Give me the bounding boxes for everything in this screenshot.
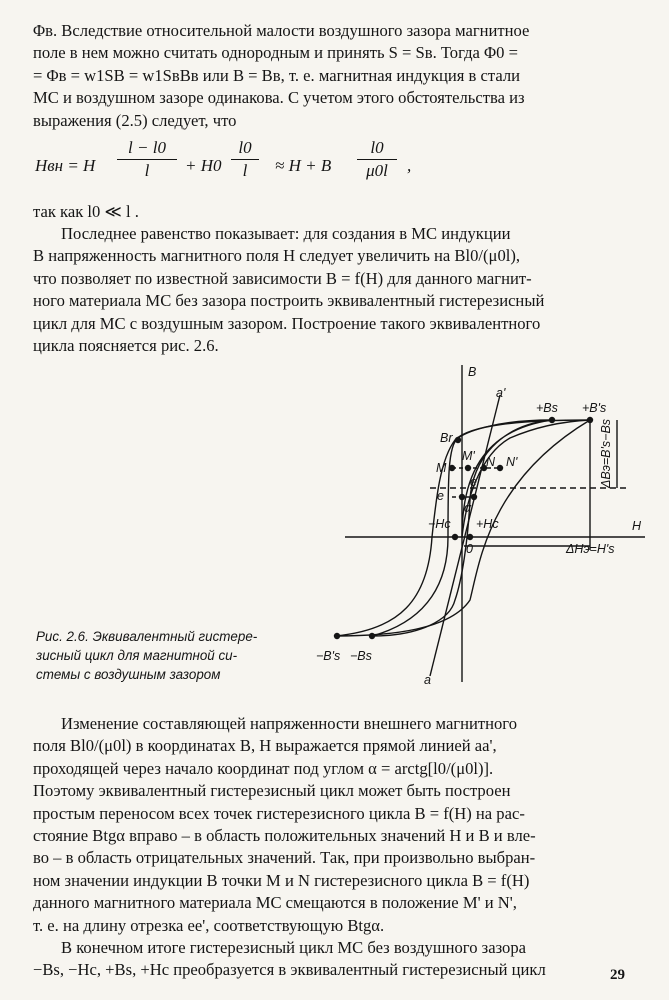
fraction-1 xyxy=(117,138,177,181)
text-line: т. е. на длину отрезка ee', соответствующую Btgα. xyxy=(33,915,385,935)
label-n-prime: N' xyxy=(506,455,518,469)
text-line: что позволяет по известной зависимости B = f(H) для данного магнит- xyxy=(33,268,532,288)
fraction-1-denominator: l xyxy=(144,161,150,180)
label-alpha: α xyxy=(464,501,472,515)
text-line: = Φв = w1SB = w1SвBв или B = Bв, т. е. магнитная индукция в стали xyxy=(33,65,521,85)
point-m xyxy=(449,465,455,471)
text-line: выражения (2.5) следует, что xyxy=(33,110,237,130)
label-a-prime: a' xyxy=(496,386,506,400)
fraction-2-denominator: l xyxy=(242,161,248,180)
text-line: так как l0 ≪ l . xyxy=(33,202,139,221)
caption-line: Рис. 2.6. Эквивалентный гистере- xyxy=(36,629,258,644)
text-line: В конечном итоге гистерезисный цикл МС без воздушного зазора xyxy=(61,938,526,957)
text-line: проходящей через начало координат под углом α = arctg[l0/(μ0l)]. xyxy=(33,758,494,778)
text-line: B напряженность магнитного поля H следует увеличить на Bl0/(μ0l), xyxy=(33,246,521,266)
text-line: во – в область отрицательных значений. Так, при произвольно выбран- xyxy=(33,848,536,868)
point-plus-bs xyxy=(549,417,555,423)
paragraph-4 xyxy=(33,937,638,982)
label-m-prime: M' xyxy=(462,449,475,463)
point-plus-bs-prime xyxy=(587,417,593,423)
text-line: простым переносом всех точек гистерезисного цикла B = f(H) на рас- xyxy=(33,803,525,823)
text-line: поля Bl0/(μ0l) в координатах B, H выражается прямой линией aa', xyxy=(33,736,497,756)
text-line: поле в нем можно считать однородным и принять S = Sв. Тогда Φ0 = xyxy=(33,43,518,63)
label-delta-h: ΔHэ=H's xyxy=(566,542,615,556)
label-a: a xyxy=(424,673,431,687)
formula-approx: ≈ H + B xyxy=(275,156,332,175)
fraction-1-numerator: l − l0 xyxy=(117,138,177,160)
point-minus-bs-prime xyxy=(334,633,340,639)
label-minus-hc: −Hc xyxy=(428,517,451,531)
condition-line xyxy=(33,201,638,223)
label-br: Br xyxy=(440,431,453,445)
formula-tail: , xyxy=(407,156,412,175)
fraction-3-numerator: l0 xyxy=(357,138,397,160)
label-minus-bs: −Bs xyxy=(350,649,372,663)
page-number: 29 xyxy=(610,967,625,983)
label-minus-bs-prime: −B's xyxy=(316,649,341,663)
label-plus-bs-prime: +B's xyxy=(582,401,607,415)
point-minus-hc xyxy=(452,534,458,540)
text-line: цикла поясняется рис. 2.6. xyxy=(33,336,219,356)
point-e-prime xyxy=(471,494,477,500)
label-b-axis: B xyxy=(468,365,477,379)
text-line: Φв. Вследствие относительной малости воздушного зазора магнитное xyxy=(33,21,530,40)
fraction-2 xyxy=(231,138,259,181)
fraction-3 xyxy=(357,138,397,181)
figure-caption xyxy=(36,627,296,684)
text-line: данного магнитного материала МС смещаются в положение M' и N', xyxy=(33,893,517,913)
label-n: N xyxy=(486,455,496,469)
label-m: M xyxy=(436,461,447,475)
text-line: −Bs, −Hc, +Bs, +Hc преобразуется в эквивалентный гистерезисный цикл xyxy=(33,960,546,980)
paragraph-2 xyxy=(33,223,638,357)
top-paragraph xyxy=(33,20,638,132)
formula-plus-h0: + H0 xyxy=(185,156,222,175)
label-h-axis: H xyxy=(632,519,642,533)
point-m-prime xyxy=(465,465,471,471)
label-delta-b: ΔBэ=B's−Bs xyxy=(599,418,613,488)
label-plus-hc: +Hc xyxy=(476,517,499,531)
text-line: Изменение составляющей напряженности внешнего магнитного xyxy=(61,714,517,733)
paragraph-3 xyxy=(33,713,638,937)
fraction-2-numerator: l0 xyxy=(231,138,259,160)
fraction-3-denominator: μ0l xyxy=(366,161,388,180)
point-br xyxy=(455,437,461,443)
label-e-prime: e' xyxy=(470,475,480,489)
text-line: ном значении индукции B точки M и N гистерезисного цикла B = f(H) xyxy=(33,870,530,890)
point-plus-hc xyxy=(467,534,473,540)
point-minus-bs xyxy=(369,633,375,639)
equation-hvn xyxy=(35,136,635,198)
caption-line: зисный цикл для магнитной си- xyxy=(36,648,238,663)
label-origin: 0 xyxy=(466,542,473,556)
text-line: Поэтому эквивалентный гистерезисный цикл может быть построен xyxy=(33,781,511,801)
text-line: цикл для МС с воздушным зазором. Построение такого эквивалентного xyxy=(33,313,541,333)
label-plus-bs: +Bs xyxy=(536,401,558,415)
caption-line: стемы с воздушным зазором xyxy=(36,667,221,682)
point-e xyxy=(459,494,465,500)
point-n-prime xyxy=(497,465,503,471)
text-line: МС и воздушном зазоре одинакова. С учетом этого обстоятельства из xyxy=(33,88,525,108)
formula-lhs: Hвн = H xyxy=(35,156,96,175)
text-line: ного материала МС без зазора построить эквивалентный гистерезисный xyxy=(33,291,545,311)
text-line: стояние Btgα вправо – в область положительных значений H и B и вле- xyxy=(33,826,536,846)
text-line: Последнее равенство показывает: для создания в МС индукции xyxy=(61,224,511,243)
label-e: e xyxy=(437,489,444,503)
